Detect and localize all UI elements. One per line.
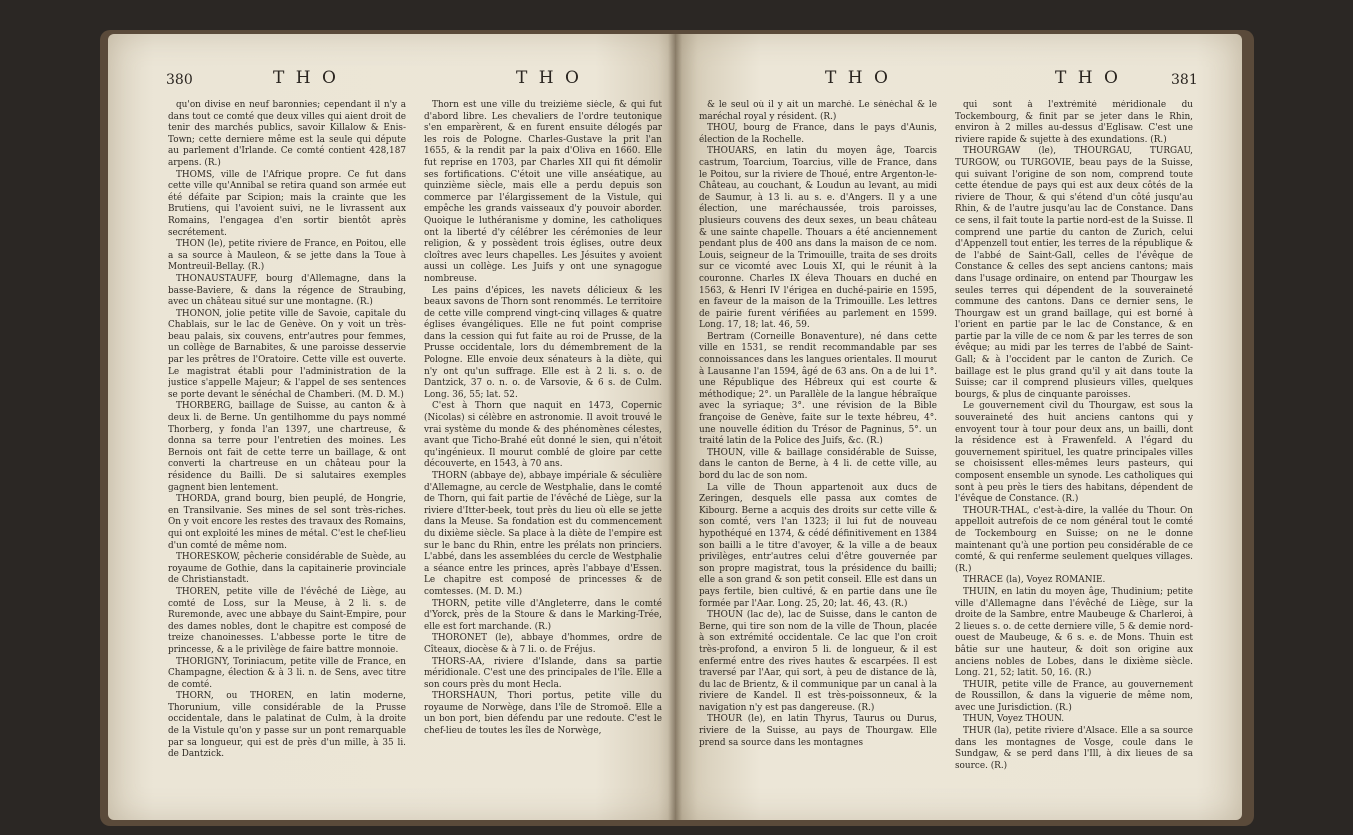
right-page-header-right: T H O bbox=[1055, 68, 1121, 88]
entry-paragraph: THORN, ou THOREN, en latin moderne, Thorunium, ville considérable de la Prusse occidentale, dans le palatinat de Culm, à la droite de la Vistule qu'on y passe sur un pont remarquable par sa longueur, qui est de près d'un mille, à 35 li. de Dantzick. bbox=[168, 691, 406, 760]
left-page-column-1 bbox=[168, 100, 406, 800]
entry-paragraph: THORN (abbaye de), abbaye impériale & séculière d'Allemagne, au cercle de Westphalie, dans le comté de Thorn, qui fait partie de l'évêché de Liège, sur la riviere d'Itter-beek, tout près du lieu où elle se jette dans la Meuse. Sa fondation est du commencement du dixième siècle. Sa place à la diète de l'empire est sur le banc du Rhin, entre les prélats non princiers. L'abbé, dans les assemblées du cercle de Westphalie a séance entre les princes, après l'abbaye d'Essen. Le chapitre est composé de princesses & de comtesses. (M. D. M.) bbox=[424, 471, 662, 597]
book-gutter bbox=[668, 34, 682, 820]
entry-paragraph: THOUARS, en latin du moyen âge, Toarcis castrum, Toarcium, Toarcius, ville de France, dans le Poitou, sur la riviere de Thoué, entre Argenton-le-Château, au couchant, & Loudun au levant, au midi de Saumur, à 13 li. au s. e. d'Angers. Il y a une élection, une maréchaussée, trois paroisses, plusieurs couvens des deux sexes, un beau château & une sainte chapelle. Thouars a été anciennement pendant plus de 400 ans dans la maison de ce nom. Louis, seigneur de la Trimouille, traita de ses droits sur ce vicomté avec Louis XI, qui le réunit à la couronne. Charles IX éleva Thouars en duché en 1563, & Henri IV l'érigea en duché-pairie en 1595, en faveur de la maison de la Trimouille. Les lettres de pairie furent vérifiées au parlement en 1599. Long. 17, 18; lat. 46, 59. bbox=[699, 146, 937, 331]
page-number-right: 381 bbox=[1171, 72, 1198, 88]
entry-paragraph: THORSHAUN, Thori portus, petite ville du royaume de Norwège, dans l'île de Stromoë. Elle a un bon port, bien défendu par une redoute. C'est le chef-lieu de toutes les îles de Norwège, bbox=[424, 691, 662, 737]
entry-paragraph: qu'on divise en neuf baronnies; cependant il n'y a dans tout ce comté que deux villes qui aient droit de tenir des marchés publics, savoir Killalow & Enis-Town; cette derniere même est la seule qui députe au parlement d'Irlande. Ce comté contient 428,187 arpens. (R.) bbox=[168, 100, 406, 168]
entry-paragraph: THORBERG, baillage de Suisse, au canton & à deux li. de Berne. Un gentilhomme du pays nommé Thorberg, y fonda l'an 1397, une chartreuse, & donna sa terre pour l'entretien des moines. Les Bernois ont fait de cette terre un baillage, & ont converti la chartreuse en un château pour la résidence du Bailli. De si salutaires exemples gagnent bien lentement. bbox=[168, 401, 406, 493]
left-page bbox=[108, 34, 681, 820]
entry-paragraph: THORN, petite ville d'Angleterre, dans le comté d'Yorck, près de la Stoure & dans le Marking-Trée, elle est fort marchande. (R.) bbox=[424, 598, 662, 632]
entry-paragraph: THRACE (la), Voyez ROMANIE. bbox=[963, 575, 1106, 586]
entry-paragraph: qui sont à l'extrémité méridionale du Tockembourg, & finit par se jeter dans le Rhin, environ à 2 milles au-dessus d'Eglisaw. C'est une riviere rapide & sujette à des exundations. (R.) bbox=[955, 100, 1193, 145]
entry-paragraph: THOURGAW (le), THOURGAU, TURGAU, TURGOW, ou TURGOVIE, beau pays de la Suisse, qui suivant l'origine de son nom, comprend toute cette étendue de pays qui est aux deux côtés de la riviere de Thour, & qui s'étend d'un côté jusqu'au Rhin, & de l'autre jusqu'au lac de Constance. Dans ce sens, il fait toute la partie nord-est de la Suisse. Il comprend une partie du canton de Zurich, celui d'Appenzell tout entier, les terres de la république & de l'abbé de Saint-Gall, celles de l'évêque de Constance & celles des sept anciens cantons; mais dans l'usage ordinaire, on entend par Thourgaw les seules terres qui dépendent de la souveraineté commune des cantons. Dans ce dernier sens, le Thourgaw est un grand baillage, qui est borné à l'orient en partie par le lac de Constance, & en partie par la ville de ce nom & par les terres de son évêque; au midi par les terres de l'abbé de Saint-Gall; & à l'occident par le canton de Zurich. Ce baillage est le plus grand qu'il y ait dans toute la Suisse; car il comprend plusieurs villes, quelques bourgs, & plus de cinquante paroisses. bbox=[955, 146, 1193, 400]
entry-paragraph: & le seul où il y ait un marché. Le sénéchal & le maréchal royal y résident. (R.) bbox=[699, 100, 937, 122]
entry-paragraph: THON (le), petite riviere de France, en Poitou, elle a sa source à Mauleon, & se jette dans la Toue à Montreuil-Bellay. (R.) bbox=[168, 239, 406, 273]
entry-paragraph: THONAUSTAUFF, bourg d'Allemagne, dans la basse-Baviere, & dans la régence de Straubing, avec un château situé sur une montagne. (R.) bbox=[168, 273, 406, 308]
entry-paragraph: THOREN, petite ville de l'évêché de Liège, au comté de Loss, sur la Meuse, à 2 li. s. de Ruremonde, avec une abbaye du Saint-Empire, pour des dames nobles, dont le chapitre est composé de treize chanoinesses. L'abbesse porte le titre de princesse, & a le privilège de faire battre monnoie. bbox=[168, 586, 406, 655]
entry-paragraph: THUN, Voyez THOUN. bbox=[963, 714, 1065, 725]
entry-paragraph: Thorn est une ville du treizième siècle, & qui fut d'abord libre. Les chevaliers de l'ordre teutonique s'en emparèrent, & en furent ensuite délogés par les rois de Pologne. Charles-Gustave la prit l'an 1655, & la rendit par la paix d'Oliva en 1660. Elle fut reprise en 1703, par Charles XII qui fit démolir ses fortifications. C'étoit une ville anséatique, au quinzième siècle, mais elle a perdu depuis son commerce par l'élargissement de la Vistule, qui empêche les grands vaisseaux d'y pouvoir aborder. Quoique le luthéranisme y domine, les catholiques ont la liberté d'y célébrer les cérémonies de leur religion, & y possèdent trois églises, outre deux cloîtres avec leurs chapelles. Les Jésuites y avoient aussi un collège. Les Juifs y ont une synagogue nombreuse. bbox=[424, 100, 662, 284]
entry-paragraph: THORDA, grand bourg, bien peuplé, de Hongrie, en Transilvanie. Ses mines de sel sont très-riches. On y voit encore les restes des travaux des Romains, qui ont exploité les mines de métal. C'est le chef-lieu d'un comté de même nom. bbox=[168, 494, 406, 551]
entry-paragraph: THONON, jolie petite ville de Savoie, capitale du Chablais, sur le lac de Genève. On y voit un très-beau palais, six couvens, entr'autres pour femmes, un collège de Barnabites, & une paroisse desservie par les prêtres de l'Oratoire. Cette ville est ouverte. Le magistrat établi pour l'administration de la justice s'appelle Majeur; & l'appel de ses sentences se porte devant le sénéchal de Chamberi. (M. D. M.) bbox=[168, 308, 406, 400]
entry-paragraph: THUR (la), petite riviere d'Alsace. Elle a sa source dans les montagnes de Vosge, coule dans le Sundgaw, & se perd dans l'Ill, à dix lieues de sa source. (R.) bbox=[955, 726, 1193, 771]
right-page-column-1 bbox=[699, 100, 937, 800]
entry-paragraph: THOUR (le), en latin Thyrus, Taurus ou Durus, riviere de la Suisse, au pays de Thourgaw. Elle prend sa source dans les montagnes bbox=[699, 714, 937, 748]
entry-paragraph: THUIN, en latin du moyen âge, Thudinium; petite ville d'Allemagne dans l'évêché de Liège, sur la droite de la Sambre, entre Maubeuge & Charleroi, à 2 lieues s. o. de cette derniere ville, 5 & demie nord-ouest de Maubeuge, & 6 s. e. de Mons. Thuin est bâtie sur une hauteur, & doit son origine aux anciens nobles de Lobes, dans le dixième siècle. Long. 21, 52; latit. 50, 16. (R.) bbox=[955, 586, 1193, 679]
entry-paragraph: THORESKOW, pêcherie considérable de Suède, au royaume de Gothie, dans la capitainerie provinciale de Christianstadt. bbox=[168, 552, 406, 586]
left-page-header-right: T H O bbox=[516, 68, 582, 88]
entry-paragraph: THOMS, ville de l'Afrique propre. Ce fut dans cette ville qu'Annibal se retira quand son armée eut été défaite par Scipion; mais la crainte que les Brutiens, qui l'avoient suivi, ne le livrassent aux Romains, l'engagea d'en sortir bientôt après secrétement. bbox=[168, 169, 406, 238]
left-page-column-2 bbox=[424, 100, 662, 800]
entry-paragraph: Le gouvernement civil du Thourgaw, est sous la souveraineté des huit anciens cantons qui y envoyent tour à tour pour deux ans, un bailli, dont la résidence est à Frawenfeld. A l'égard du gouvernement spirituel, les quatre principales villes se choisissent elles-mêmes leurs pasteurs, qui composent ensemble un synode. Les catholiques qui sont à peu près le tiers des habitans, dépendent de l'évêque de Constance. (R.) bbox=[955, 401, 1193, 505]
entry-paragraph: Bertram (Corneille Bonaventure), né dans cette ville en 1531, se rendit recommandable par ses connoissances dans les langues orientales. Il mourut à Lausanne l'an 1594, âgé de 63 ans. On a de lui 1°. une République des Hébreux qui est courte & méthodique; 2°. un Parallèle de la langue hébraïque avec la syriaque; 3°. une révision de la Bible françoise de Genève, faite sur le texte hébreu, 4°. une nouvelle édition du Trésor de Pagninus, 5°. un traité latin de la Police des Juifs, &c. (R.) bbox=[699, 331, 937, 447]
entry-paragraph: THOUN, ville & baillage considérable de Suisse, dans le canton de Berne, à 4 li. de cette ville, au bord du lac de son nom. bbox=[699, 447, 937, 481]
entry-paragraph: THORONET (le), abbaye d'hommes, ordre de Cîteaux, diocèse & à 7 li. o. de Fréjus. bbox=[424, 633, 662, 655]
left-page-header-left: T H O bbox=[273, 68, 339, 88]
entry-paragraph: THUIR, petite ville de France, au gouvernement de Roussillon, & dans la viguerie de même nom, avec une Jurisdiction. (R.) bbox=[955, 679, 1193, 713]
page-number-left: 380 bbox=[166, 72, 193, 88]
entry-paragraph: La ville de Thoun appartenoit aux ducs de Zeringen, desquels elle passa aux comtes de Kibourg. Berne a acquis des droits sur cette ville & son comté, vers l'an 1323; il lui fut de nouveau hypothéqué en 1374, & cédé définitivement en 1384 son bailli a le titre d'avoyer, & la ville a de beaux privilèges, entr'autres celui d'être gouvernée par son propre magistrat, tous la présidence du bailli; elle a son grand & son petit conseil. Elle est dans un pays fertile, bien cultivé, & en partie dans une île formée par l'Aar. Long. 25, 20; lat. 46, 43. (R.) bbox=[699, 482, 937, 609]
entry-paragraph: Les pains d'épices, les navets délicieux & les beaux savons de Thorn sont renommés. Le territoire de cette ville comprend vingt-cinq villages & quatre églises évangéliques. Elle ne fut point comprise dans la cession qui fut faite au roi de Prusse, de la Prusse occidentale, lors du démembrement de la Pologne. Elle envoie deux sénateurs à la diète, qui n'y ont qu'un suffrage. Elle est à 2 li. s. o. de Dantzick, 37 o. n. o. de Varsovie, & 6 s. de Culm. Long. 36, 55; lat. 52. bbox=[424, 285, 662, 400]
right-page bbox=[675, 34, 1242, 820]
entry-paragraph: THOU, bourg de France, dans le pays d'Aunis, élection de la Rochelle. bbox=[699, 123, 937, 145]
entry-paragraph: THORS-AA, riviere d'Islande, dans sa partie méridionale. C'est une des principales de l'île. Elle a son cours près du mont Hecla. bbox=[424, 656, 662, 690]
open-book bbox=[108, 34, 1242, 820]
entry-paragraph: THOUN (lac de), lac de Suisse, dans le canton de Berne, qui tire son nom de la ville de Thoun, placée à son extrémité occidentale. Ce lac que l'on croit très-profond, a environ 5 li. de longueur, & il est enfermé entre des rives hautes & escarpées. Il est traversé par l'Aar, qui sort, à peu de distance de là, du lac de Brientz, & il communique par un canal à la riviere de Kandel. Il est très-poissonneux, & la navigation n'y est pas dangereuse. (R.) bbox=[699, 610, 937, 713]
entry-paragraph: C'est à Thorn que naquit en 1473, Copernic (Nicolas) si célèbre en astronomie. Il avoit trouvé le vrai système du monde & des phénomènes célestes, avant que Ticho-Brahé eût donné le sien, qui n'étoit qu'ingénieux. Il mourut comblé de gloire par cette découverte, en 1543, à 70 ans. bbox=[424, 401, 662, 470]
entry-paragraph: THOUR-THAL, c'est-à-dire, la vallée du Thour. On appelloit autrefois de ce nom général tout le comté de Tockembourg en Suisse; on ne le donne maintenant qu'à une portion peu considérable de ce comté, & qui renferme seulement quelques villages. (R.) bbox=[955, 505, 1193, 574]
right-page-header-left: T H O bbox=[825, 68, 891, 88]
right-page-column-2 bbox=[955, 100, 1193, 800]
entry-paragraph: THORIGNY, Toriniacum, petite ville de France, en Champagne, élection & à 3 li. n. de Sens, avec titre de comté. bbox=[168, 656, 406, 690]
